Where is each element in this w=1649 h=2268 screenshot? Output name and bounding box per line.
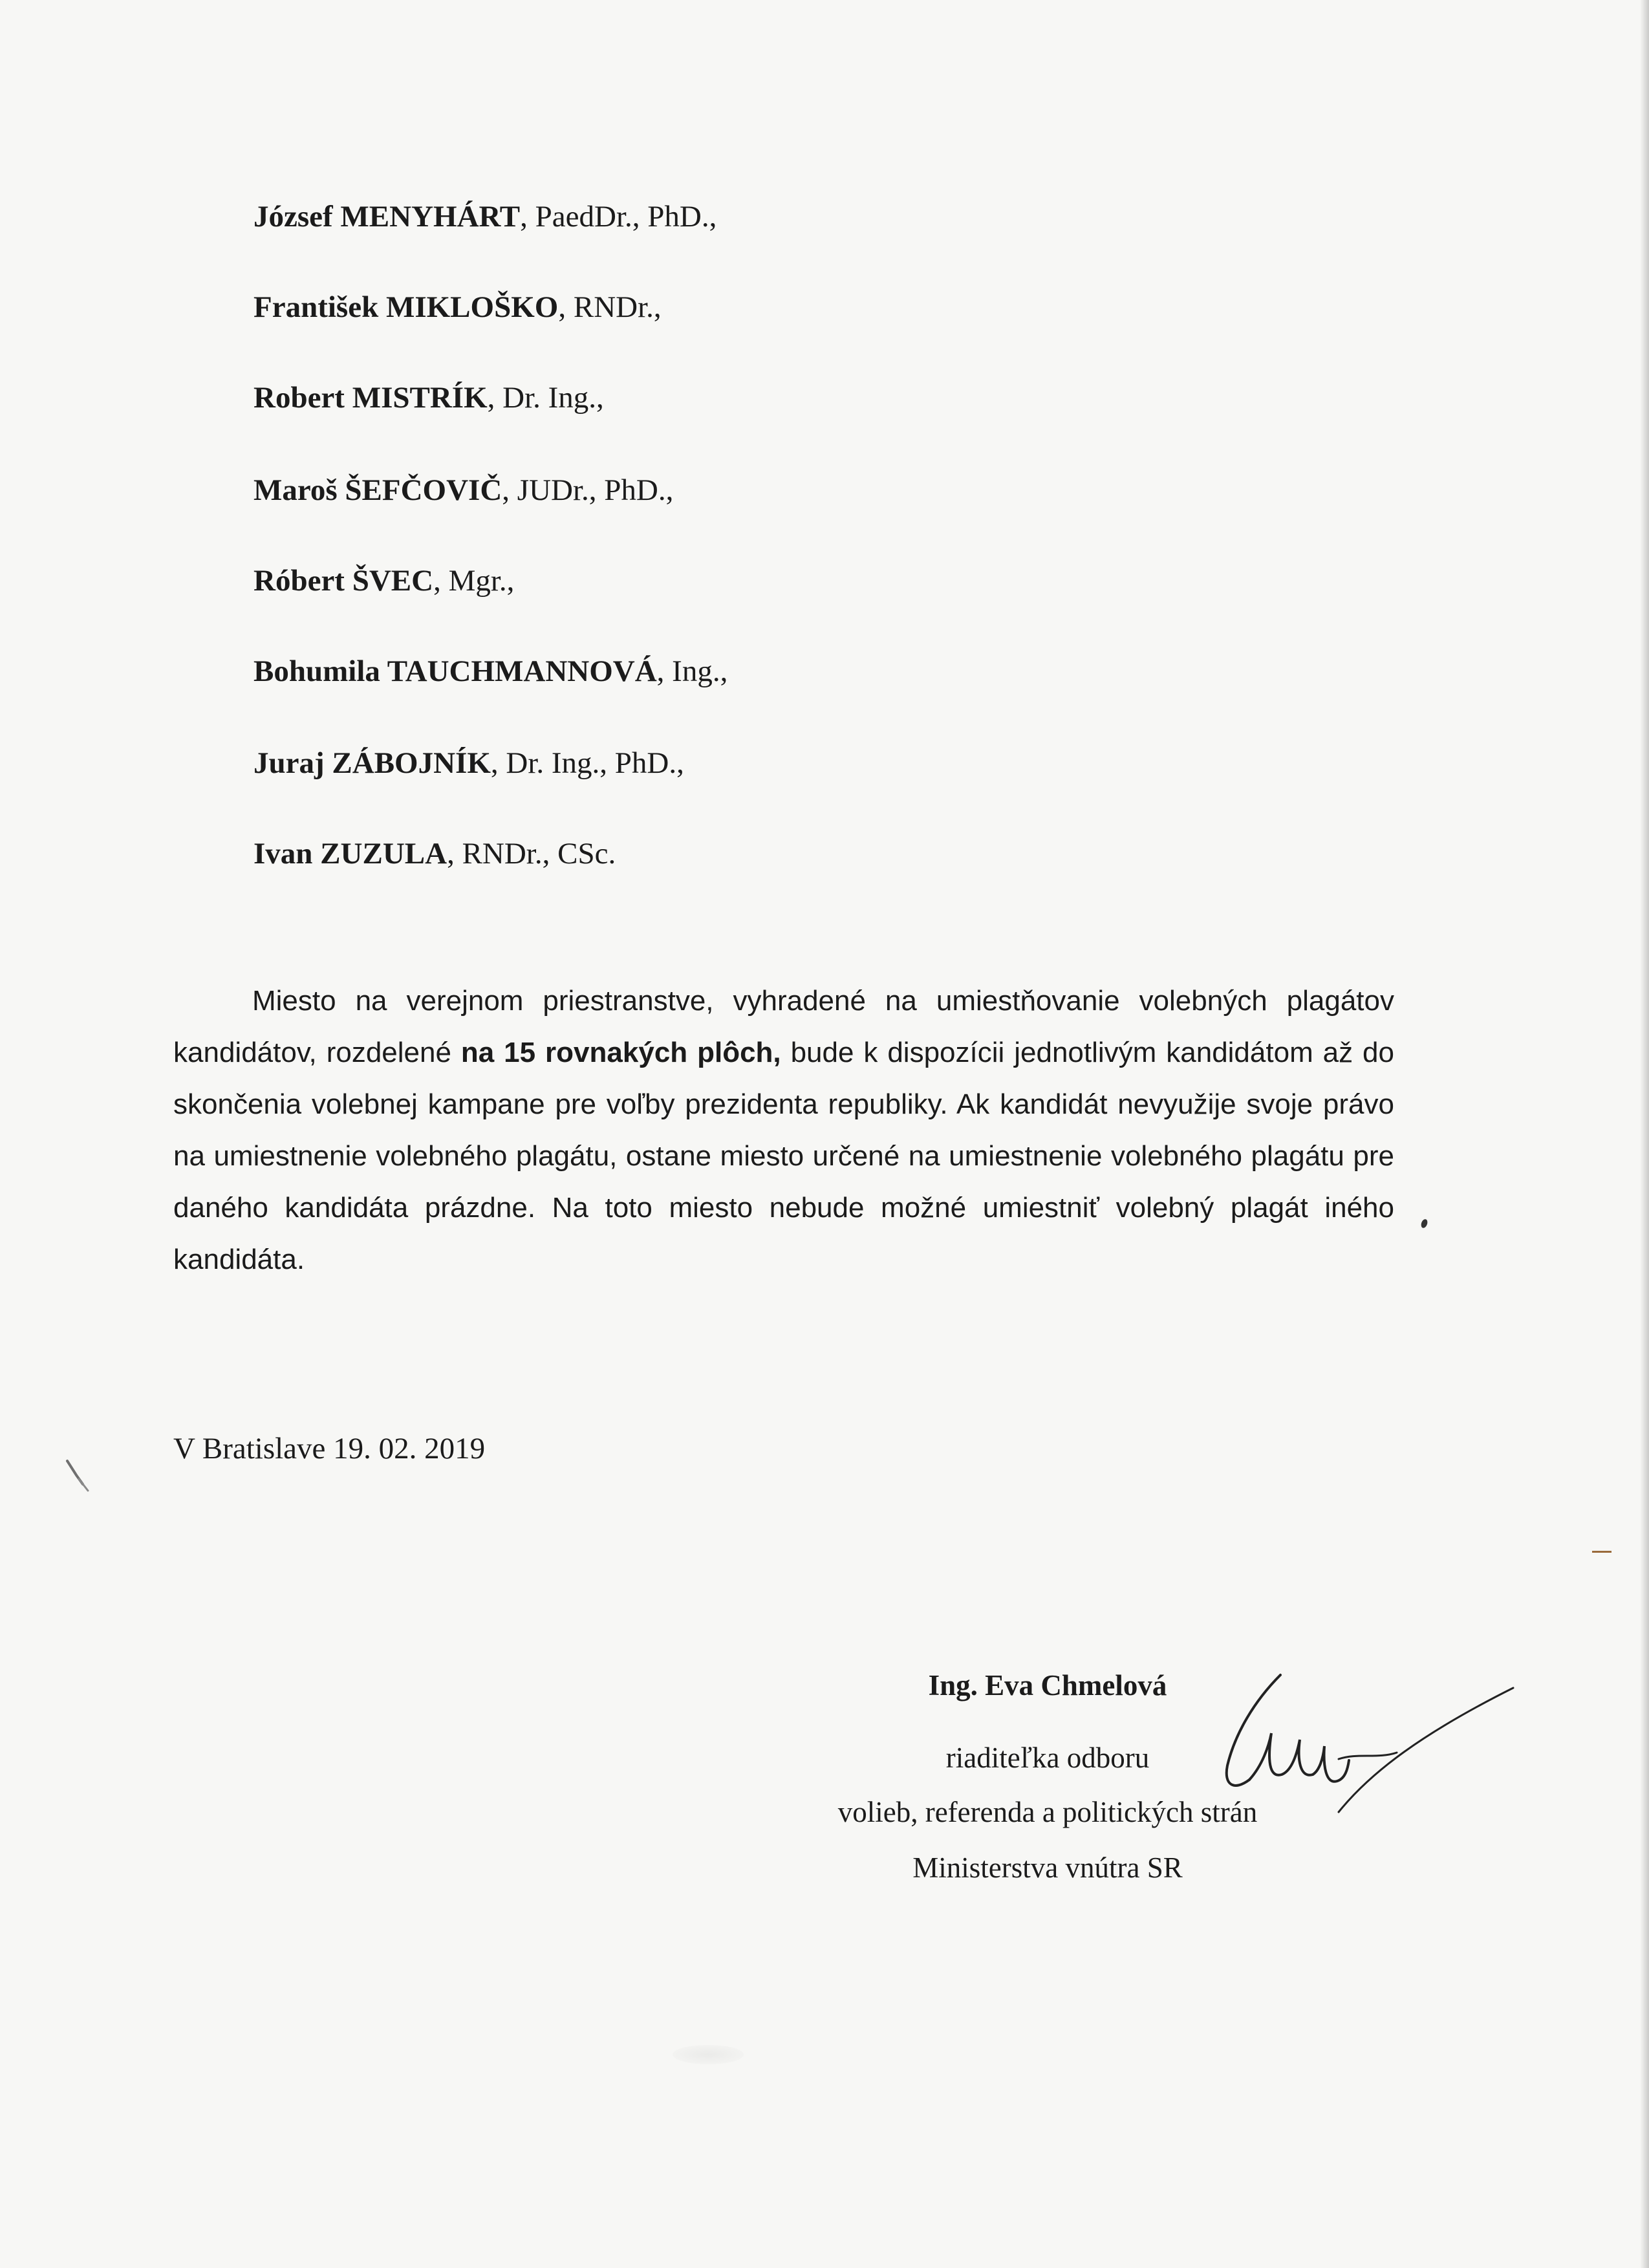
paragraph-text: Miesto na verejnom priestranstve, vyhradené na umiestňovanie volebných plagátov kandidátov, rozdelené [173, 985, 1394, 1068]
poster-space-paragraph [173, 975, 1394, 1286]
place-and-date: V Bratislave 19. 02. 2019 [173, 1432, 486, 1465]
candidate-title: , Mgr., [433, 564, 515, 598]
ink-mark [1420, 1218, 1428, 1229]
signatory-role: riaditeľka odboru [945, 1742, 1150, 1774]
candidate-title: , Dr. Ing., PhD., [490, 746, 684, 780]
candidate-name: Bohumila TAUCHMANNOVÁ [253, 654, 657, 688]
candidate-name: František MIKLOŠKO [253, 290, 559, 324]
signatory-department: volieb, referenda a politických strán [837, 1796, 1258, 1828]
paragraph-emphasis: na 15 rovnakých plôch, [460, 1037, 781, 1068]
candidate-name: Róbert ŠVEC [253, 564, 434, 598]
candidate-name: Robert MISTRÍK [253, 381, 488, 415]
candidate-name: Maroš ŠEFČOVIČ [253, 473, 502, 507]
candidate-title: , JUDr., PhD., [502, 473, 674, 507]
signatory-ministry: Ministerstva vnútra SR [912, 1852, 1183, 1884]
candidate-title: , RNDr., [558, 290, 662, 324]
candidate-name: József MENYHÁRT [253, 200, 521, 233]
candidate-title: , Dr. Ing., [487, 381, 604, 415]
candidate-name: Juraj ZÁBOJNÍK [253, 746, 491, 780]
paragraph-text: bude k dispozícii jednotlivým kandidátom až do skončenia volebnej kampane pre voľby prezidenta republiky. Ak kandidát nevyužije svoje právo na umiestnenie volebného plagátu, ostane miesto určené na umiestnenie volebného plagátu pre daného kandidáta prázdne. Na toto miesto nebude možné umiestniť volebný plagát iného kandidáta. [173, 1037, 1394, 1275]
candidate-title: , RNDr., CSc. [447, 837, 616, 870]
scan-artifact-dash [1592, 1551, 1611, 1553]
scan-smudge [673, 2045, 744, 2064]
handwritten-signature-icon [1209, 1662, 1520, 1817]
scan-artifact-icon [65, 1458, 97, 1497]
scan-edge-shadow [1640, 0, 1649, 2268]
candidate-title: , PaedDr., PhD., [520, 200, 717, 233]
candidate-name: Ivan ZUZULA [253, 837, 447, 870]
signatory-name: Ing. Eva Chmelová [928, 1669, 1167, 1701]
candidate-title: , Ing., [656, 654, 728, 688]
